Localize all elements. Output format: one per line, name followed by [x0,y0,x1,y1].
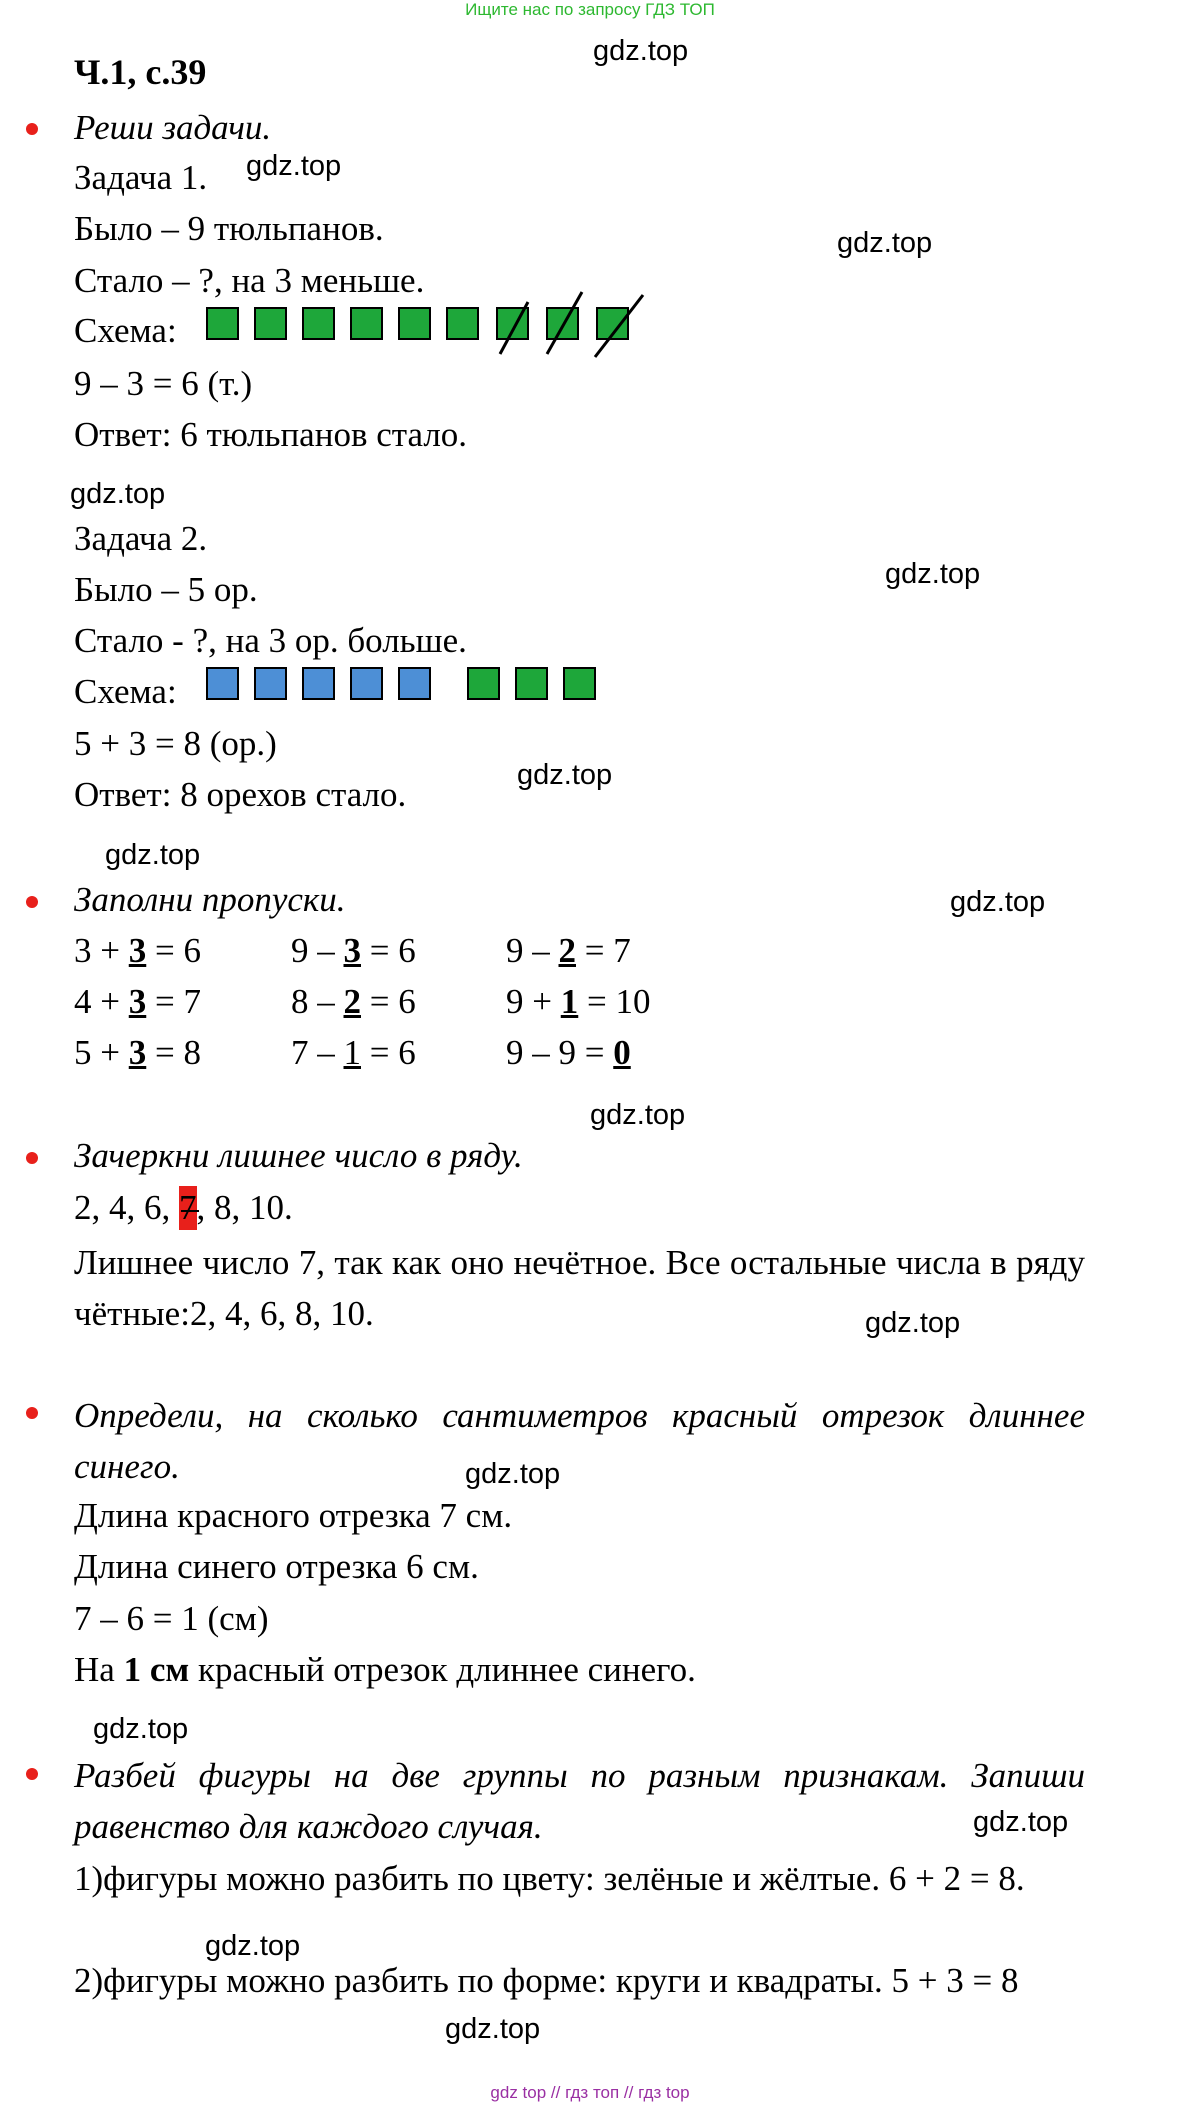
strike-line [595,295,643,357]
eq-answer: 3 [128,982,147,1021]
green-square [467,667,500,700]
page-title: Ч.1, с.39 [74,52,207,92]
eq-answer: 3 [128,931,147,970]
strike-line [547,292,582,354]
watermark: gdz.top [590,1099,686,1131]
eq-part: = 7 [146,982,201,1021]
eq-part: 7 – [291,1033,344,1072]
task3-explanation: Лишнее число 7, так как оно нечётное. Все остальные числа в ряду чётные:2, 4, 6, 8, 10. [74,1243,1085,1333]
blue-square [350,667,383,700]
green-square [398,307,431,340]
eq-answer: 0 [613,1033,631,1072]
equation [291,929,416,973]
eq-part: 5 + [74,1033,129,1072]
watermark: gdz.top [105,839,201,871]
bullet [26,1407,38,1419]
eq-part: 3 + [74,931,129,970]
eq-part: = 6 [361,982,416,1021]
task5-item1: 1)фигуры можно разбить по цвету: зелёные и жёлтые. 6 + 2 = 8. [74,1859,1025,1898]
watermark: gdz.top [445,2013,541,2045]
answer-part: красный отрезок длиннее синего. [189,1650,696,1689]
watermark: gdz.top [205,1930,301,1962]
task5-instruction: Разбей фигуры на две группы по разным признакам. Запиши равенство для каждого случая. [74,1756,1085,1846]
problem1-scheme-label: Схема: [74,311,177,350]
bullet [26,1768,38,1780]
eq-part: = 6 [361,931,416,970]
bullet [26,1152,38,1164]
problem2-equation: 5 + 3 = 8 (ор.) [74,724,277,763]
problem1-answer: Ответ: 6 тюльпанов стало. [74,415,468,454]
watermark: gdz.top [865,1307,961,1339]
equation [506,1031,631,1075]
equation [74,929,201,973]
bottom-links[interactable]: gdz top // гдз топ // гдз top [490,2083,690,2102]
watermark: gdz.top [973,1806,1069,1838]
problem2-scheme-label: Схема: [74,672,177,711]
problem1-became: Стало – ?, на 3 меньше. [74,261,425,300]
problem2-title: Задача 2. [74,519,208,558]
bullet [26,123,38,135]
equation [74,980,201,1024]
task3-instruction: Зачеркни лишнее число в ряду. [74,1136,523,1175]
row-part: 2, 4, 6, [74,1188,179,1227]
blue-square [398,667,431,700]
eq-part: = 10 [578,982,651,1021]
watermark: gdz.top [246,150,342,182]
crossed-number [179,1186,197,1230]
eq-part: = 6 [146,931,201,970]
problem1-equation: 9 – 3 = 6 (т.) [74,364,253,403]
watermark: gdz.top [593,35,689,67]
green-square [515,667,548,700]
blue-square [206,667,239,700]
eq-part: 9 – [506,931,559,970]
eq-part: 9 – [291,931,344,970]
problem2-was: Было – 5 ор. [74,570,258,609]
equation [291,1031,416,1075]
task4-blue-length: Длина синего отрезка 6 см. [74,1547,479,1586]
top-search-link[interactable]: Ищите нас по запросу ГДЗ ТОП [465,0,715,19]
equation [74,1031,201,1075]
task4-red-length: Длина красного отрезка 7 см. [74,1496,513,1535]
eq-answer: 3 [128,1033,147,1072]
answer-part: На [74,1650,124,1689]
problem1-title: Задача 1. [74,158,208,197]
number-row [74,1186,293,1230]
equation [506,929,631,973]
eq-answer: 1 [560,982,579,1021]
cross-mark [179,1186,201,1230]
task4-instruction: Определи, на сколько сантиметров красный отрезок длиннее синего. [74,1396,1085,1486]
problem1-was: Было – 9 тюльпанов. [74,209,384,248]
watermark: gdz.top [950,886,1046,918]
eq-part: = 8 [146,1033,201,1072]
task1-instruction: Реши задачи. [74,108,272,147]
watermark: gdz.top [93,1713,189,1745]
strike-lines [490,290,650,362]
green-square [563,667,596,700]
eq-answer: 2 [343,982,361,1021]
crossed-digit: 7 [179,1188,197,1227]
eq-part: = 6 [361,1033,416,1072]
green-square [254,307,287,340]
answer-bold: 1 см [123,1650,190,1689]
watermark: gdz.top [517,759,613,791]
green-square [446,307,479,340]
green-square [350,307,383,340]
task5-item2: 2)фигуры можно разбить по форме: круги и квадраты. 5 + 3 = 8 [74,1961,1019,2000]
green-square [206,307,239,340]
eq-answer: 2 [558,931,576,970]
eq-part: 8 – [291,982,344,1021]
blue-square [302,667,335,700]
eq-part: = 7 [576,931,631,970]
task2-instruction: Заполни пропуски. [74,880,346,919]
problem2-answer: Ответ: 8 орехов стало. [74,775,407,814]
eq-answer: 3 [343,931,361,970]
eq-part: 9 + [506,982,561,1021]
task4-answer [74,1648,696,1692]
bullet [26,896,38,908]
problem2-became: Стало - ?, на 3 ор. больше. [74,621,467,660]
green-square [302,307,335,340]
eq-part: 9 – 9 = [506,1033,614,1072]
eq-part: 4 + [74,982,129,1021]
row-part: , 8, 10. [196,1188,293,1227]
watermark: gdz.top [885,558,981,590]
equation [291,980,416,1024]
watermark: gdz.top [837,227,933,259]
equation [506,980,651,1024]
watermark: gdz.top [70,478,166,510]
blue-square [254,667,287,700]
strike-line [500,302,528,354]
eq-answer: 1 [343,1033,361,1072]
task4-equation: 7 – 6 = 1 (см) [74,1599,269,1638]
watermark: gdz.top [465,1458,561,1490]
